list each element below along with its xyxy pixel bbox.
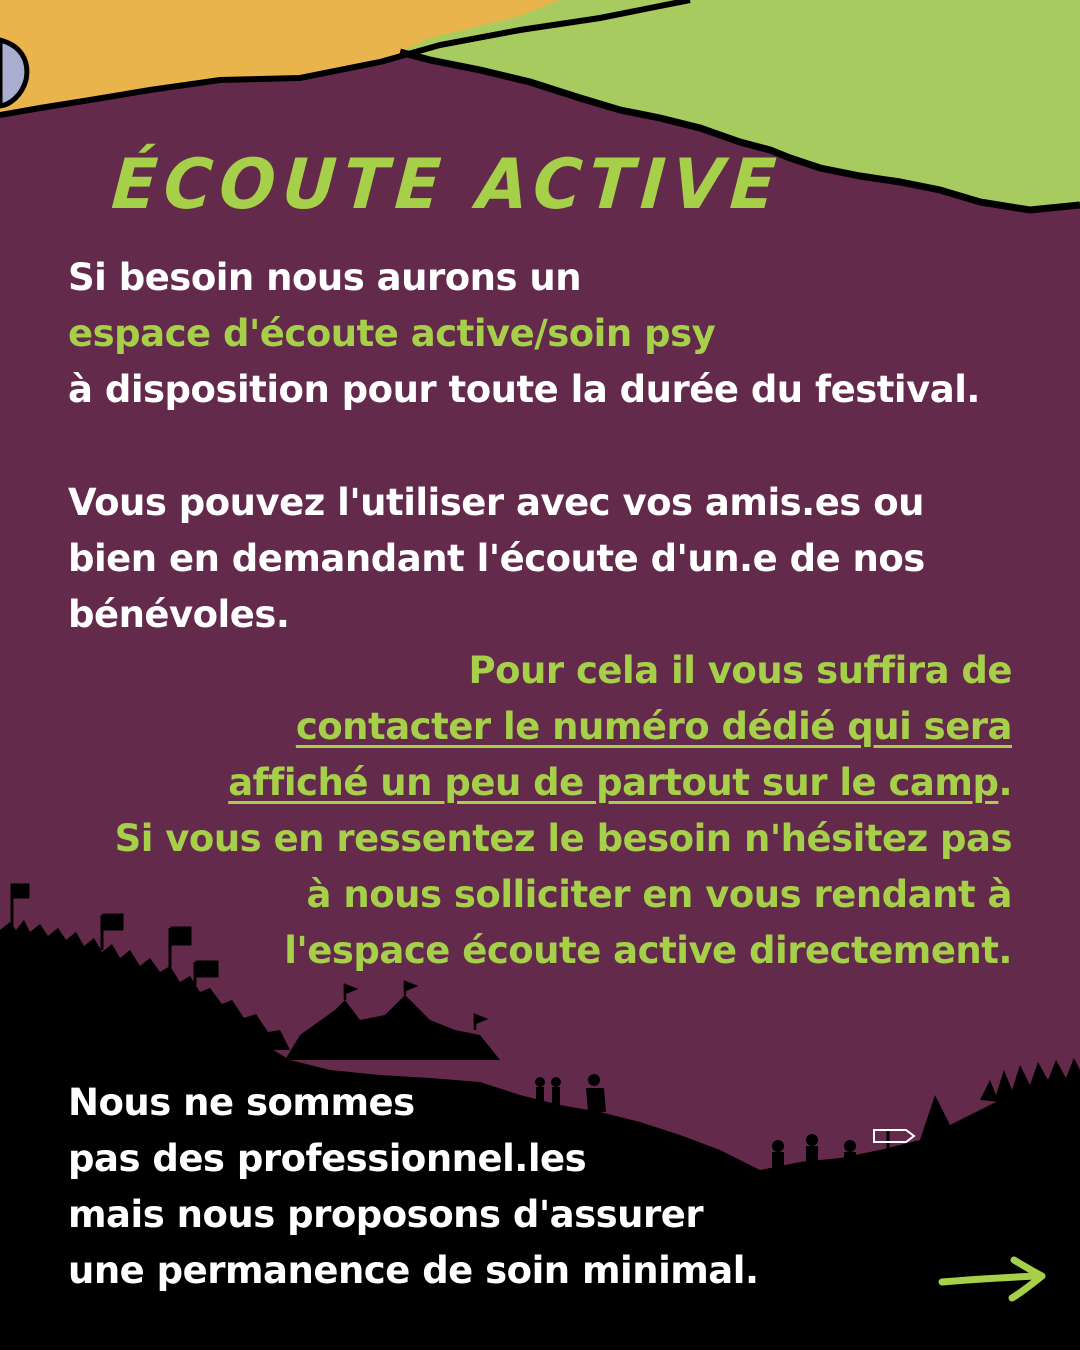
contact-paragraph: [52, 643, 1012, 979]
trees-silhouette: [980, 1058, 1080, 1110]
usage-line: Vous pouvez l'utiliser avec vos amis.es ou: [68, 481, 924, 524]
disclaimer-line: une permanence de soin minimal.: [68, 1249, 759, 1292]
intro-highlight: espace d'écoute active/soin psy: [68, 312, 716, 355]
contact-line: à nous solliciter en vous rendant à: [306, 873, 1012, 916]
page-title: ÉCOUTE ACTIVE: [109, 144, 786, 225]
disclaimer-line: mais nous proposons d'assurer: [68, 1193, 704, 1236]
disclaimer-paragraph: [68, 1075, 828, 1299]
usage-paragraph: [68, 475, 1028, 643]
usage-line: bien en demandant l'écoute d'un.e de nos: [68, 537, 925, 580]
contact-location-link[interactable]: affiché un peu de partout sur le camp: [228, 761, 999, 804]
contact-period: .: [998, 761, 1012, 804]
intro-line: à disposition pour toute la durée du festival.: [68, 368, 980, 411]
tipi-silhouette: [920, 1095, 955, 1140]
usage-line: bénévoles.: [68, 593, 290, 636]
intro-paragraph: [68, 250, 1028, 418]
tents-silhouette: [285, 995, 500, 1060]
contact-line: l'espace écoute active directement.: [284, 929, 1012, 972]
disclaimer-line: pas des professionnel.les: [68, 1137, 587, 1180]
contact-number-link[interactable]: contacter le numéro dédié qui sera: [295, 705, 1012, 748]
contact-line: Pour cela il vous suffira de: [468, 649, 1012, 692]
contact-line: Si vous en ressentez le besoin n'hésitez pas: [114, 817, 1012, 860]
arrow-right-icon[interactable]: [936, 1254, 1048, 1302]
disclaimer-line: Nous ne sommes: [68, 1081, 415, 1124]
intro-line: Si besoin nous aurons un: [68, 256, 582, 299]
